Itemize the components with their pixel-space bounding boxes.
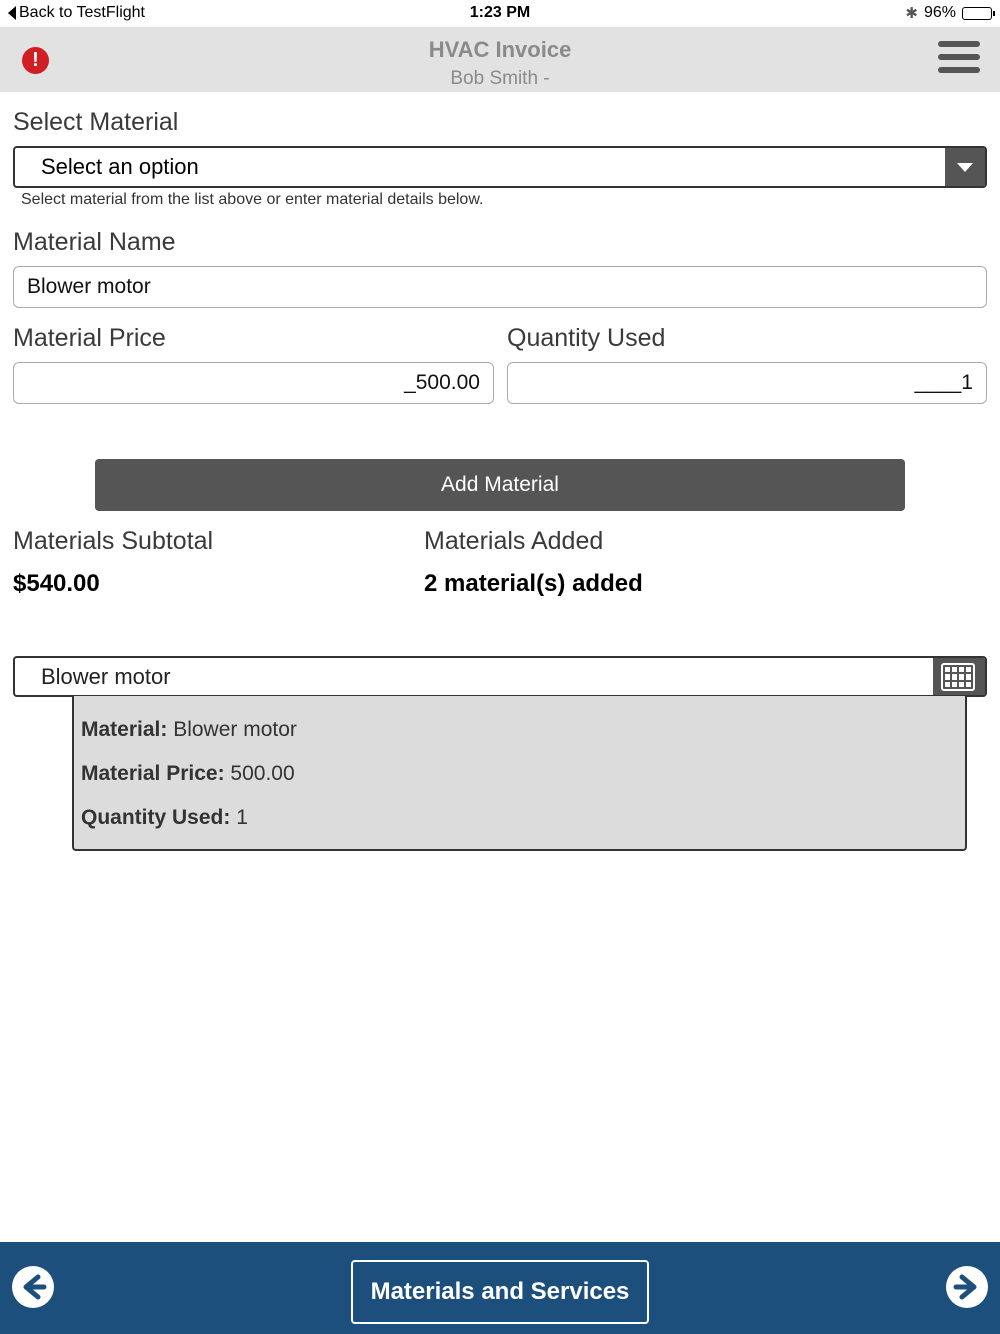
quantity-used-input[interactable]: ____1 — [507, 362, 987, 404]
select-material-label: Select Material — [13, 108, 179, 136]
select-hint: Select material from the list above or enter material details below. — [21, 191, 484, 208]
page-subtitle: Bob Smith - — [450, 68, 550, 89]
detail-quantity-row — [81, 806, 248, 830]
detail-quantity-key: Quantity Used: — [81, 806, 231, 829]
material-name-label: Material Name — [13, 228, 176, 256]
quantity-used-label: Quantity Used — [507, 324, 666, 352]
detail-price-key: Material Price: — [81, 762, 225, 785]
materials-subtotal-label: Materials Subtotal — [13, 527, 214, 555]
material-item-details — [72, 696, 967, 851]
detail-price-row — [81, 762, 295, 786]
material-name-input[interactable]: Blower motor — [13, 266, 987, 308]
material-item-header[interactable] — [13, 656, 987, 697]
grid-icon — [941, 663, 975, 691]
detail-material-value: Blower motor — [173, 718, 297, 741]
material-item-title: Blower motor — [41, 664, 171, 689]
back-label: Back to TestFlight — [19, 4, 145, 21]
material-price-label: Material Price — [13, 324, 166, 352]
bluetooth-icon: ✱ — [905, 5, 918, 22]
detail-material-row — [81, 718, 297, 742]
material-price-input[interactable]: _500.00 — [13, 362, 494, 404]
materials-added-value: 2 material(s) added — [424, 570, 643, 597]
hamburger-menu-icon[interactable] — [938, 41, 980, 77]
materials-and-services-button[interactable]: Materials and Services — [351, 1260, 649, 1324]
detail-material-key: Material: — [81, 718, 168, 741]
material-select-value: Select an option — [41, 154, 199, 179]
menu-bar — [938, 67, 980, 73]
add-material-button[interactable]: Add Material — [95, 459, 905, 511]
status-bar — [0, 0, 1000, 27]
exclamation-circle-icon[interactable]: ! — [22, 47, 49, 74]
menu-bar — [938, 41, 980, 47]
dropdown-caret-icon[interactable] — [945, 148, 985, 186]
grid-toggle-button[interactable] — [933, 658, 985, 695]
back-arrow-circle-icon[interactable] — [12, 1266, 54, 1308]
detail-quantity-value: 1 — [236, 806, 248, 829]
status-right — [905, 4, 992, 22]
battery-icon — [962, 7, 992, 20]
materials-added-label: Materials Added — [424, 527, 604, 555]
menu-bar — [938, 54, 980, 60]
footer-nav — [0, 1242, 1000, 1334]
page-title: HVAC Invoice — [428, 37, 572, 62]
battery-percent: 96% — [923, 4, 956, 21]
app-header — [0, 27, 1000, 92]
forward-arrow-circle-icon[interactable] — [946, 1266, 988, 1308]
detail-price-value: 500.00 — [230, 762, 295, 785]
clock: 1:23 PM — [469, 4, 531, 21]
material-select[interactable] — [13, 146, 987, 188]
materials-subtotal-value: $540.00 — [13, 570, 100, 597]
